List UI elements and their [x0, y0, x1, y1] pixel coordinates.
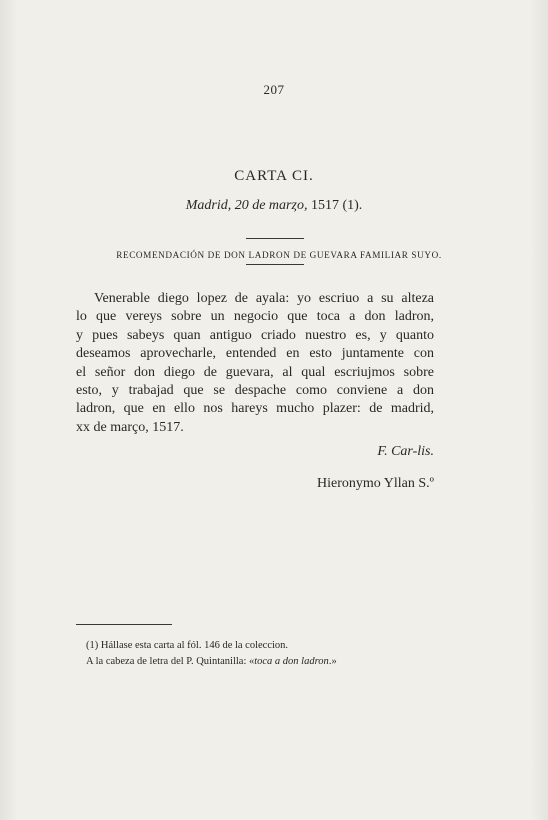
- place-date-italic: Madrid, 20 de marȥo,: [185, 198, 308, 213]
- divider-top: [246, 238, 304, 239]
- body-line: Venerable diego lopez de ayala: yo escriuo a su alteza: [94, 291, 434, 306]
- place-date-year: 1517 (1).: [307, 198, 363, 213]
- footnote-2-quote: toca a don ladron: [254, 656, 329, 667]
- footnote-divider: [76, 624, 172, 625]
- body-line: deseamos aprovecharle, entended en esto juntamente con: [76, 346, 434, 362]
- signature-secretary: Hieronymo Yllan S.º: [317, 476, 434, 491]
- letter-body: [76, 290, 434, 437]
- body-line: ladron, que en ello nos hareys mucho plazer: de madrid,: [76, 401, 434, 417]
- place-date: [0, 198, 548, 214]
- divider-bottom: [246, 264, 304, 265]
- footnote-2: [86, 656, 416, 667]
- letter-title: CARTA CI.: [234, 168, 314, 184]
- body-line: lo que vereys sobre un negocio que toca a don ladron,: [76, 309, 434, 325]
- body-line: y pues sabeys quan antiguo criado nuestro es, y quanto: [76, 327, 434, 343]
- body-line: xx de março, 1517.: [76, 419, 184, 435]
- footnote-2-suffix: .»: [328, 656, 337, 667]
- body-line: esto, y trabajad que se despache como conviene a don: [76, 383, 434, 399]
- letter-heading: RECOMENDACIÓN DE DON LADRON DE GUEVARA FAMILIAR SUYO.: [116, 250, 442, 260]
- body-line: el señor don diego de guevara, al qual escriujmos sobre: [76, 364, 434, 380]
- signature-king: F. Car-lis.: [377, 444, 434, 459]
- footnote-1: (1) Hállase esta carta al fól. 146 de la coleccion.: [86, 640, 289, 651]
- footnote-2-prefix: A la cabeza de letra del P. Quintanilla: «: [86, 656, 255, 667]
- page-number: 207: [263, 82, 285, 97]
